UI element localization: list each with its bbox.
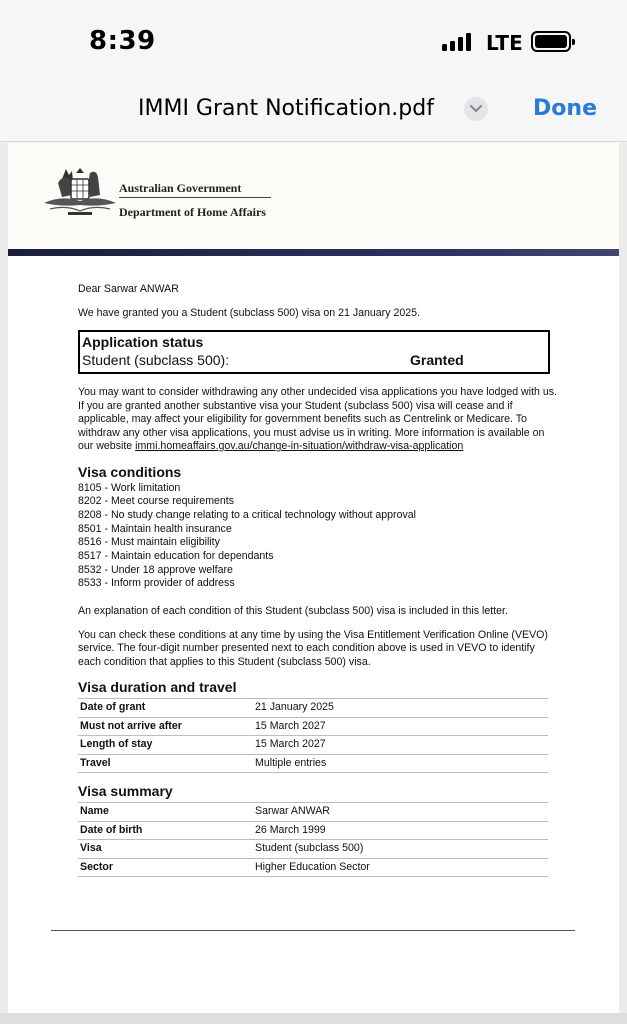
withdraw-application-link[interactable]: immi.homeaffairs.gov.au/change-in-situation/withdraw-visa-application	[135, 440, 464, 452]
visa-conditions-list	[78, 482, 558, 592]
row-label: Must not arrive after	[78, 717, 253, 736]
withdrawal-advice	[78, 386, 558, 454]
condition-item: 8532 - Under 18 approve welfare	[78, 563, 233, 576]
pdf-page[interactable]	[0, 143, 627, 1013]
visa-duration-table	[78, 698, 548, 773]
row-value: Multiple entries	[253, 754, 548, 773]
table-row	[78, 736, 548, 755]
row-label: Length of stay	[78, 736, 253, 755]
conditions-explanation: An explanation of each condition of this Student (subclass 500) visa is included in this letter.	[78, 605, 508, 618]
row-value: Student (subclass 500)	[253, 840, 548, 859]
condition-item: 8208 - No study change relating to a critical technology without approval	[78, 508, 417, 521]
row-label: Date of grant	[78, 699, 253, 718]
condition-item: 8501 - Maintain health insurance	[78, 522, 232, 535]
table-row	[78, 717, 548, 736]
condition-item: 8105 - Work limitation	[78, 481, 181, 494]
row-value: 15 March 2027	[253, 717, 548, 736]
chevron-down-icon[interactable]	[464, 97, 488, 121]
row-value: Sarwar ANWAR	[253, 803, 548, 822]
letterhead-divider	[119, 197, 271, 198]
condition-item: 8517 - Maintain education for dependants	[78, 550, 274, 563]
status-label: Student (subclass 500):	[82, 352, 230, 368]
visa-conditions-heading: Visa conditions	[78, 463, 182, 480]
row-label: Date of birth	[78, 821, 253, 840]
status-value: Granted	[410, 352, 464, 368]
row-label: Travel	[78, 754, 253, 773]
signal-strength-icon	[442, 33, 476, 51]
vevo-info: You can check these conditions at any time by using the Visa Entitlement Verification Online (VEVO) service. The four-digit number presented next to each condition above is used in VEVO to identify each condition that applies to this Student (subclass 500) visa.	[78, 628, 548, 668]
row-value: 26 March 1999	[253, 821, 548, 840]
document-title[interactable]: IMMI Grant Notification.pdf	[138, 96, 434, 121]
advice-text: You may want to consider withdrawing any other undecided visa applications you have lodged with us. If you are granted another substantive visa your Student (subclass 500) visa will cease and if applicable, may affect your eligibility for government benefits such as Centrelink or Medicare. To withdraw any other visa applications, you must advise us in writing. More information is available on our website	[78, 386, 557, 452]
next-page-edge	[0, 1013, 627, 1024]
government-name: Australian Government	[119, 181, 242, 195]
coat-of-arms-icon	[42, 165, 118, 221]
row-label: Visa	[78, 840, 253, 859]
visa-summary-heading: Visa summary	[78, 783, 173, 800]
letter-body	[78, 283, 558, 887]
network-type: LTE	[486, 31, 523, 55]
application-status-box	[78, 330, 550, 374]
done-button[interactable]: Done	[533, 96, 597, 121]
table-row	[78, 821, 548, 840]
table-row	[78, 754, 548, 773]
status-bar	[0, 0, 627, 80]
letterhead	[8, 143, 619, 249]
row-label: Name	[78, 803, 253, 822]
clock: 8:39	[89, 26, 156, 56]
application-status-heading: Application status	[82, 334, 204, 350]
visa-summary-table	[78, 802, 548, 877]
salutation: Dear Sarwar ANWAR	[78, 283, 179, 295]
department-name: Department of Home Affairs	[119, 205, 266, 219]
battery-icon	[531, 31, 571, 52]
table-row	[78, 803, 548, 822]
table-row	[78, 699, 548, 718]
row-label: Sector	[78, 858, 253, 877]
document-nav-bar	[0, 80, 627, 142]
row-value: 15 March 2027	[253, 736, 548, 755]
condition-item: 8516 - Must maintain eligibility	[78, 536, 220, 549]
row-value: 21 January 2025	[253, 699, 548, 718]
letterhead-band	[8, 249, 619, 256]
visa-duration-heading: Visa duration and travel	[78, 679, 237, 696]
row-value: Higher Education Sector	[253, 858, 548, 877]
grant-intro: We have granted you a Student (subclass 500) visa on 21 January 2025.	[78, 306, 420, 319]
table-row	[78, 840, 548, 859]
condition-item: 8533 - Inform provider of address	[78, 577, 235, 590]
condition-item: 8202 - Meet course requirements	[78, 495, 235, 508]
page-footer-divider	[51, 930, 575, 931]
table-row	[78, 858, 548, 877]
